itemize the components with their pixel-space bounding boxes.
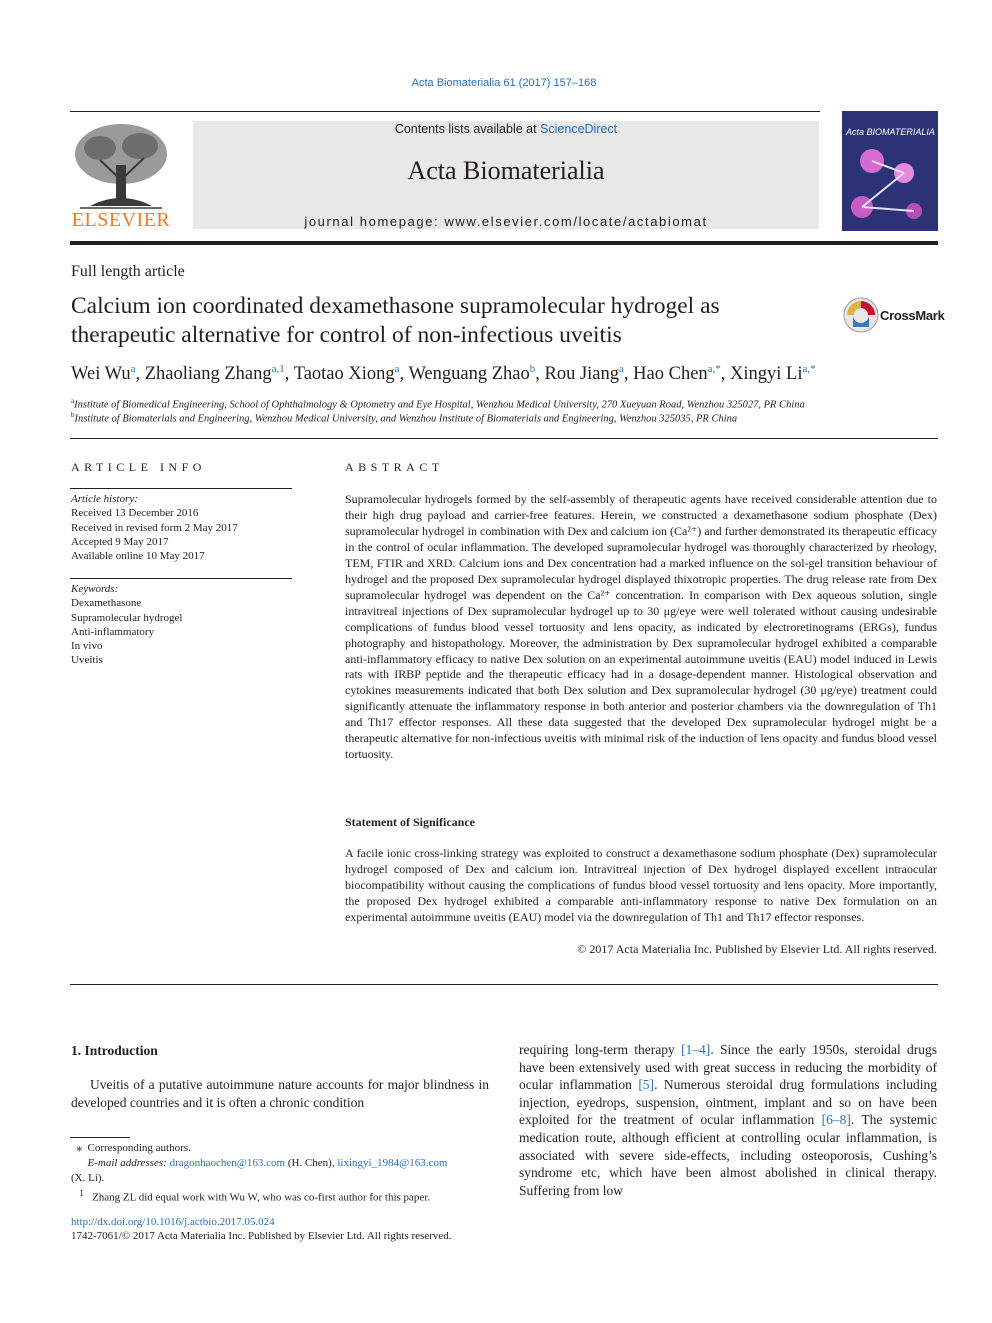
elsevier-wordmark: ELSEVIER: [71, 209, 171, 231]
author-name: Wei Wu: [71, 364, 131, 385]
footnote-equal-contribution: [71, 1186, 489, 1206]
abstract-end-rule: [70, 984, 938, 985]
significance-heading: Statement of Significance: [345, 815, 475, 829]
title-block-rule: [70, 438, 938, 439]
affiliation-key: a: [71, 397, 75, 405]
author-affiliation-marker[interactable]: a,*: [707, 363, 721, 375]
footnote-emails: [71, 1156, 489, 1186]
introduction-paragraph-left: Uveitis of a putative autoimmune nature accounts for major blindness in developed countries and it is often a chronic condition: [71, 1077, 489, 1110]
journal-citation[interactable]: Acta Biomaterialia 61 (2017) 157–168: [411, 77, 597, 89]
abstract-heading: ABSTRACT: [345, 460, 444, 474]
issn-copyright: 1742-7061/© 2017 Acta Materialia Inc. Published by Elsevier Ltd. All rights reserved.: [71, 1230, 452, 1242]
author-name: Wenguang Zhao: [408, 364, 530, 385]
affiliation-b: [71, 411, 737, 425]
article-history: [71, 492, 238, 563]
introduction-paragraph-right: [519, 1041, 937, 1199]
author-affiliation-marker[interactable]: a: [619, 363, 624, 375]
copyright-notice: © 2017 Acta Materialia Inc. Published by Elsevier Ltd. All rights reserved.: [577, 942, 937, 956]
introduction-heading: 1. Introduction: [71, 1043, 158, 1058]
history-item: Accepted 9 May 2017: [71, 535, 169, 548]
sciencedirect-link[interactable]: ScienceDirect: [540, 122, 618, 136]
author-name: Hao Chen: [633, 364, 708, 385]
footnote-text: Corresponding authors.: [87, 1142, 191, 1154]
reference-link[interactable]: [5]: [638, 1077, 655, 1093]
footnote-marker: 1: [79, 1188, 84, 1198]
keywords-label: Keywords:: [71, 583, 119, 595]
reference-link[interactable]: [1–4]: [681, 1042, 711, 1057]
body-text: . The systemic medication route, although efficient at controlling ocular inflammation, is associated with severe side-effects, including osteoporosis, Cushing’s syndrome etc, which have been almost abolished in clinical therapy. Suffering from low: [519, 1112, 937, 1198]
keyword: In vivo: [71, 640, 103, 653]
author-affiliation-marker[interactable]: a: [394, 363, 400, 375]
keywords: [71, 582, 183, 668]
article-info-rule: [70, 488, 292, 489]
affiliation-text: Institute of Biomedical Engineering, School of Ophthalmology & Optometry and Eye Hospital, Wenzhou Medical University, 270 Xueyuan Road, Wenzhou 325027, PR China: [74, 399, 805, 411]
author-affiliation-marker[interactable]: b: [529, 363, 536, 375]
author-name: Zhaoliang Zhang: [144, 364, 272, 385]
article-type: Full length article: [71, 263, 185, 280]
keyword: Uveitis: [71, 654, 103, 667]
author-list: Wei Wu$^a$, Zhaoliang Zhang$^{a,1}$, Taotao Xiong$^a$, Wenguang Zhao$^b$, Rou Jiang$^a$, Hao Chen$^{a,*}$, Xingyi $Li^{a,*}$: [71, 363, 816, 385]
header-thick-rule: [70, 241, 938, 245]
author-affiliation-marker[interactable]: a: [130, 363, 136, 375]
crossmark-icon[interactable]: [843, 297, 879, 333]
email-link[interactable]: dragonhaochen@163.com: [169, 1157, 286, 1169]
history-item: Available online 10 May 2017: [71, 550, 205, 563]
cover-title: Acta BIOMATERIALIA: [846, 127, 935, 137]
email-owner: (X. Li).: [71, 1172, 105, 1184]
top-rule: [70, 111, 820, 112]
article-title: Calcium ion coordinated dexamethasone supramolecular hydrogel as therapeutic alternative for control of non-infectious uveitis: [71, 293, 720, 348]
contents-prefix: Contents lists available at: [394, 122, 541, 136]
footnote-rule: [70, 1137, 130, 1138]
author-name: Taotao Xiong: [293, 364, 395, 385]
author-affiliation-marker[interactable]: a,1: [271, 363, 285, 375]
keyword: Anti-inflammatory: [71, 625, 155, 638]
crossmark-label[interactable]: CrossMark: [880, 308, 945, 323]
email-owner: (H. Chen),: [285, 1157, 338, 1169]
footnote-corresponding: [71, 1141, 489, 1156]
history-item: Received in revised form 2 May 2017: [71, 521, 238, 534]
article-info-heading: ARTICLE INFO: [71, 460, 206, 474]
history-label: Article history:: [71, 493, 138, 505]
author-name: Xingyi Li: [730, 364, 803, 385]
abstract-text: Supramolecular hydrogels formed by the self-assembly of therapeutic agents have received considerable attention due to their high drug payload and carrier-free features. Herein, we constructed a dexamethasone sodium phosphate (Dex) supramolecular hydrogel in combination with Dex and calcium ion (Ca²⁺) and further demonstrated its therapeutic efficacy in the control of ocular inflammation. The developed supramolecular hydrogel was thoroughly characterized by rheology, TEM, FTIR and XRD. Calcium ions and Dex concentration had a marked influence on the sol-gel transition behaviour of hydrogel and the proposed Dex supramolecular hydrogel displayed thixotropic properties. The drug release rate from Dex supramolecular hydrogel was dependent on the Ca²⁺ concentration. In comparison with Dex aqueous solution, single intravitreal injections of Dex supramolecular hydrogel up to 30 μg/eye were well tolerated without causing undesirable complications of fundus blood vessel tortuosity and lens opacity, as indicated by electroretinograms (ERGs), fundus photography and histopathology. Moreover, the administration by Dex supramolecular hydrogel exhibited a comparable anti-inflammatory efficacy to native Dex solution on an experimental autoimmune uveitis (EAU) model induced in Lewis rats with IRBP peptide and the therapeutic efficacy had in a dosage-dependent manner. Histological observation and cytokines measurements indicated that both Dex solution and Dex supramolecular hydrogel (30 μg/eye) treatment could significantly attenuate the inflammatory response in both anterior and posterior chambers via the downregulation of Th1 and Th17 effector responses. All these data suggested that the developed Dex supramolecular hydrogel might be a therapeutic alternative for non-infectious uveitis with minimal risk of the induction of lens opacity and fundus blood vessel tortuosity.: [345, 492, 937, 762]
email-label: E-mail addresses:: [87, 1157, 167, 1169]
journal-cover-image[interactable]: [842, 111, 938, 231]
affiliation-a: [71, 397, 805, 411]
doi-link[interactable]: http://dx.doi.org/10.1016/j.actbio.2017.05.024: [71, 1216, 275, 1228]
keyword: Dexamethasone: [71, 597, 142, 610]
author-affiliation-marker[interactable]: a,*: [802, 363, 816, 375]
reference-link[interactable]: [6–8]: [821, 1112, 851, 1128]
significance-text: A facile ionic cross-linking strategy was exploited to construct a dexamethasone sodium phosphate (Dex) supramolecular hydrogel composed of Dex and calcium ion. Intravitreal injection of Dex hydrogel displayed excellent intraocular biocompatibility without causing the complications of fundus blood vessel tortuosity and lens opacity. More importantly, the proposed Dex hydrogel exhibited a comparable anti-inflammatory response to native Dex formulation on an experimental autoimmune uveitis (EAU) model via the downregulation of Th1 and Th17 effector responses.: [345, 846, 937, 924]
keyword: Supramolecular hydrogel: [71, 611, 183, 624]
body-text: . Numerous steroidal drug formulations including injection, eyedrops, suspension, ointment, implant and so on have been exploited for the treatment of ocular inflammation: [519, 1077, 937, 1128]
body-text: . Since the early 1950s, steroidal drugs have been extensively used with great success in reducing the morbidity of ocular inflammation: [519, 1042, 937, 1093]
keywords-rule: [70, 578, 292, 579]
author-name: Rou Jiang: [544, 364, 620, 385]
body-text: requiring long-term therapy: [519, 1042, 682, 1057]
email-link[interactable]: lixingyi_1984@163.com: [337, 1157, 448, 1169]
history-item: Received 13 December 2016: [71, 507, 199, 520]
footnote-text: Zhang ZL did equal work with Wu W, who was co-first author for this paper.: [92, 1191, 431, 1204]
journal-name: Acta Biomaterialia: [407, 156, 605, 185]
journal-homepage[interactable]: journal homepage: www.elsevier.com/locate/actabiomat: [304, 214, 708, 229]
affiliation-text: Institute of Biomaterials and Engineering, Wenzhou Medical University, and Wenzhou Institute of Biomaterials and Engineering, Wenzhou 325035, PR China: [74, 413, 738, 425]
affiliation-key: b: [71, 411, 75, 419]
footnote-marker: ⁎: [76, 1142, 82, 1154]
contents-line: [193, 122, 819, 136]
